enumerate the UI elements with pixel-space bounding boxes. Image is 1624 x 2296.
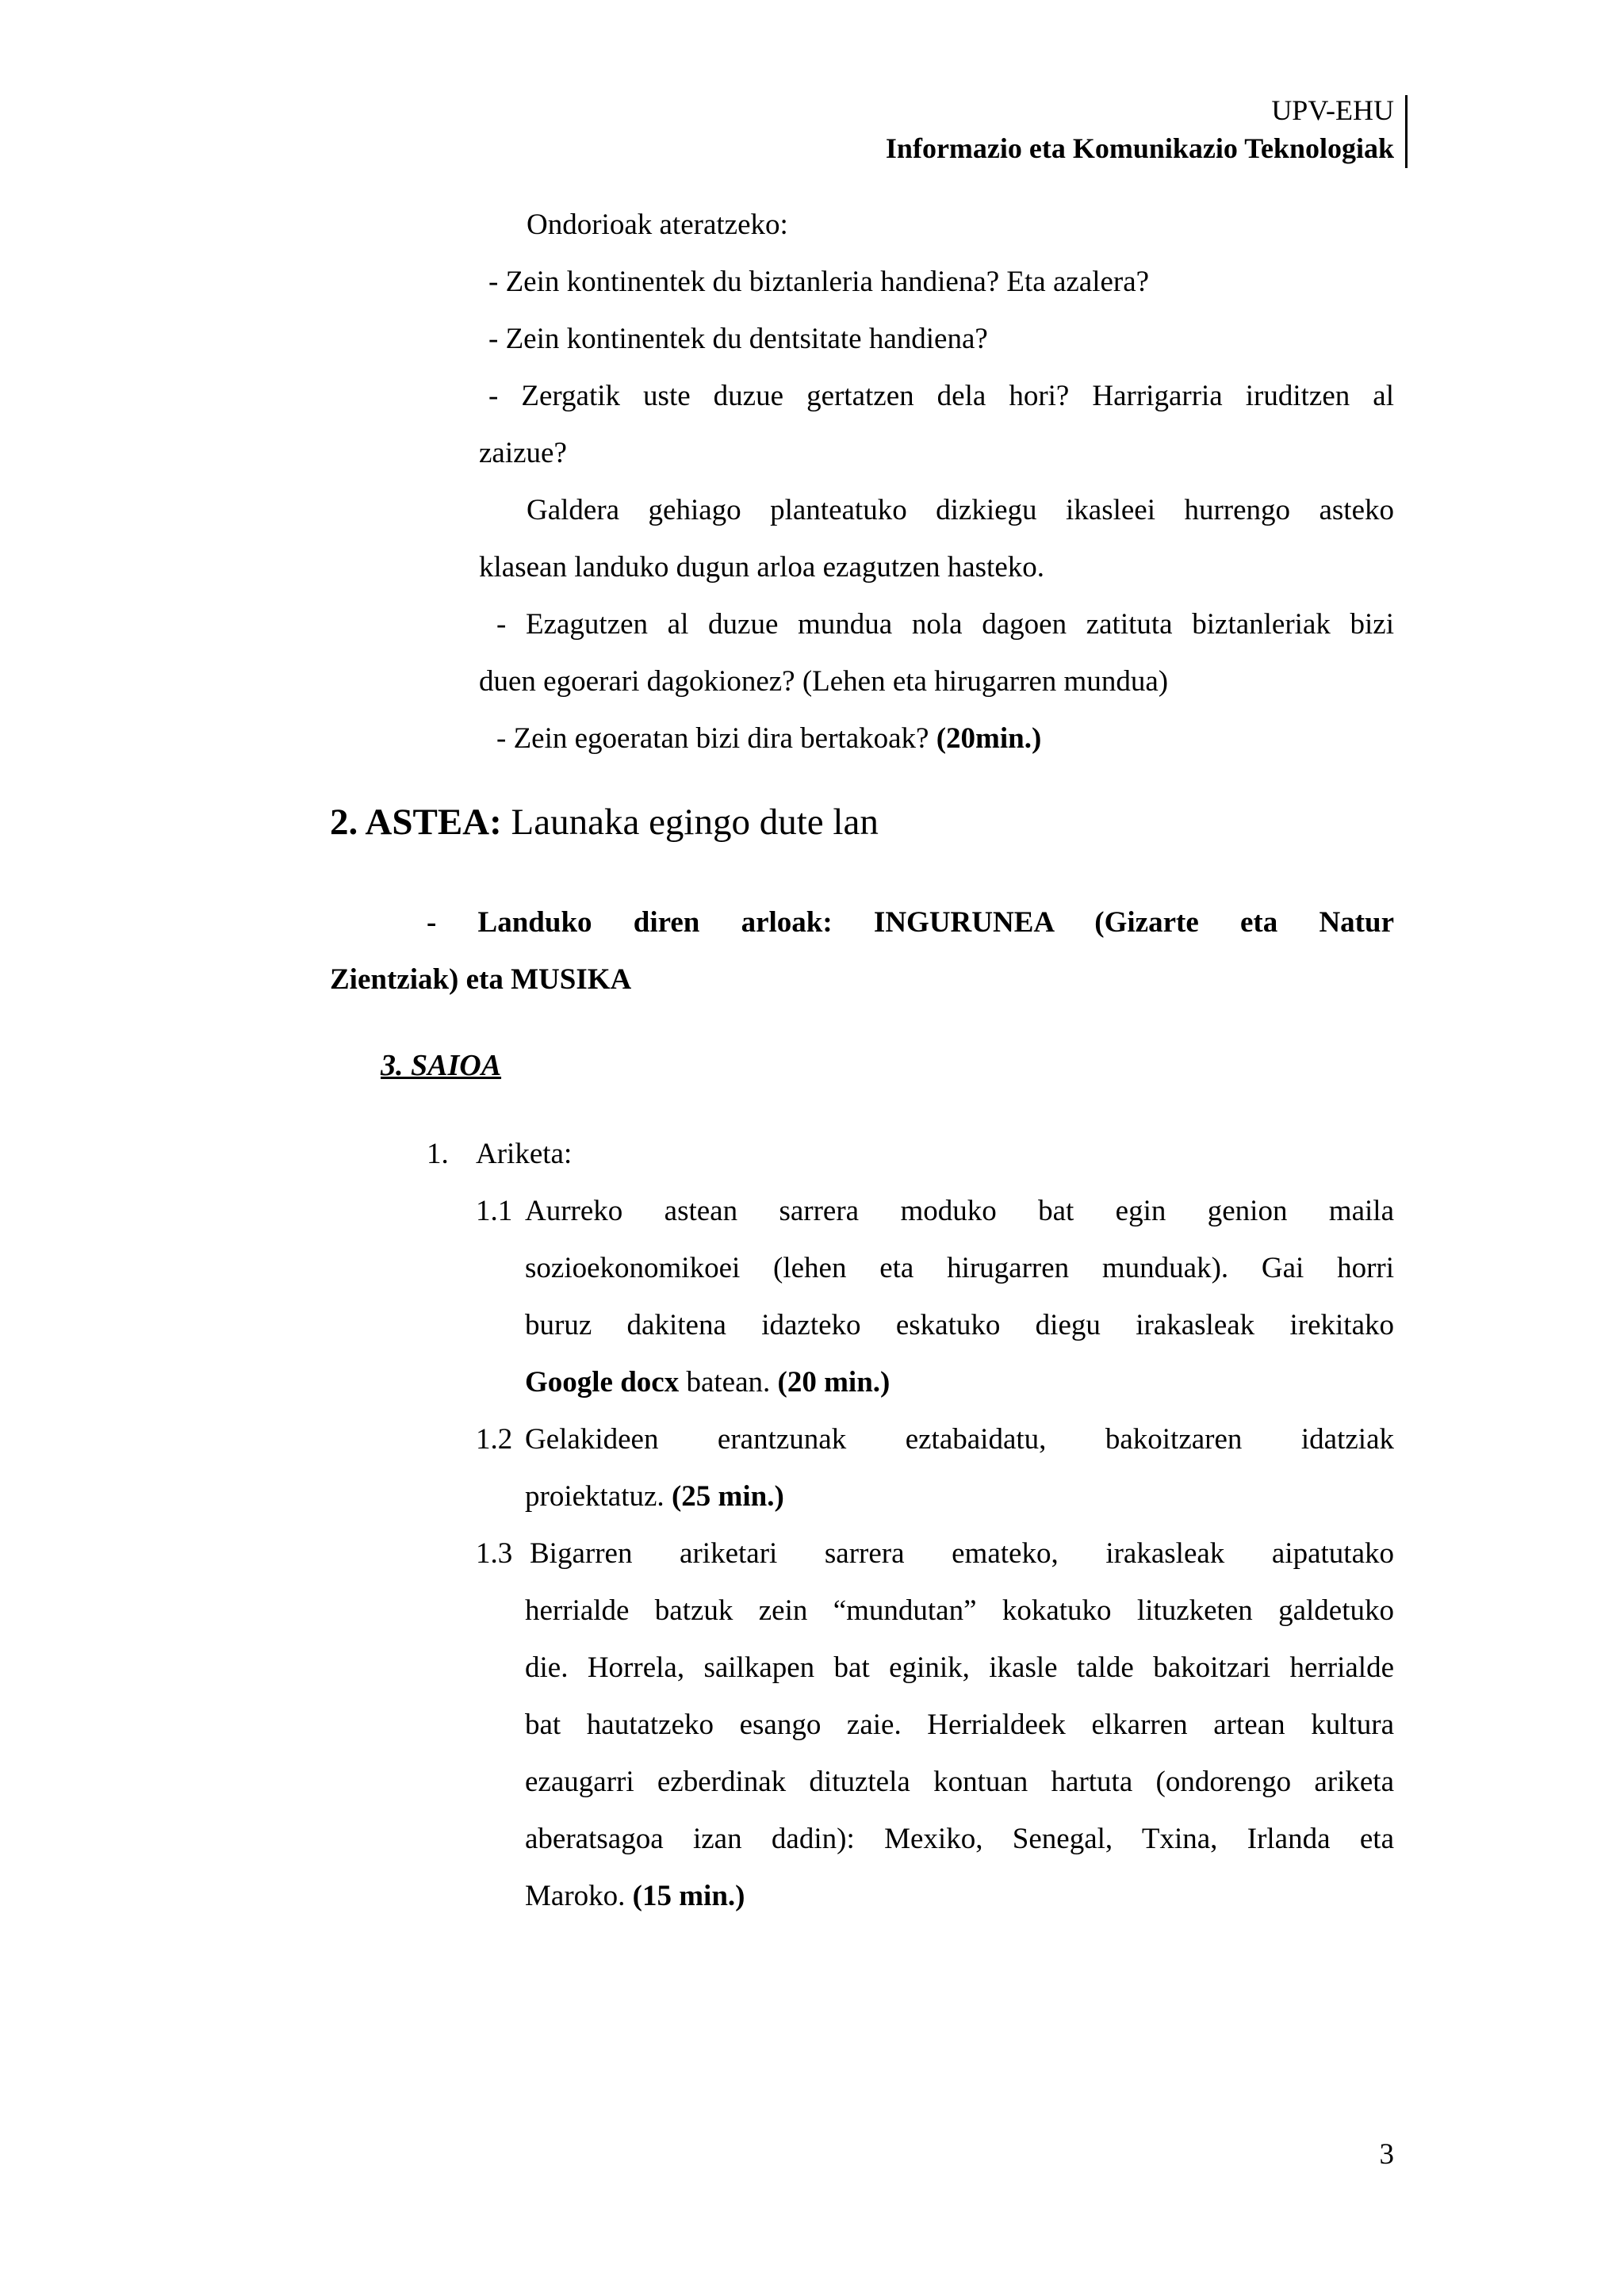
week-2-heading xyxy=(330,801,879,844)
ondorioak-label: Ondorioak ateratzeko: xyxy=(527,209,788,241)
item-1-3-line-6: aberatsagoa izan dadin): Mexiko, Senegal, Txina, Irlanda eta xyxy=(525,1823,1394,1855)
list-label-ariketa: Ariketa: xyxy=(476,1138,573,1170)
list-number-1: 1. xyxy=(427,1138,449,1170)
item-1-2-line-2 xyxy=(525,1479,784,1513)
question-3-line-1: - Zergatik uste duzue gertatzen dela hori? Harrigarria iruditzen al xyxy=(488,380,1394,412)
areas-line-2: Zientziak) eta MUSIKA xyxy=(330,963,632,996)
item-1-3-number: 1.3 xyxy=(476,1537,513,1570)
galdera-line-2: klasean landuko dugun arloa ezagutzen hasteko. xyxy=(479,551,1045,584)
item-1-1-time: (20 min.) xyxy=(777,1366,891,1399)
item-1-3-line-7 xyxy=(525,1879,745,1913)
header-divider xyxy=(1405,95,1408,168)
question-4-line-1: - Ezagutzen al duzue mundua nola dagoen zatituta biztanleriak bizi xyxy=(496,608,1394,641)
areas-line-1: - Landuko diren arloak: INGURUNEA (Gizarte eta Natur xyxy=(427,906,1394,939)
item-1-2-line-2-text: proiektatuz. xyxy=(525,1480,672,1513)
week-2-heading-text: Launaka egingo dute lan xyxy=(501,802,879,843)
week-2-heading-label: 2. ASTEA: xyxy=(330,802,502,843)
item-1-3-line-1: Bigarren ariketari sarrera emateko, irakasleak aipatutako xyxy=(530,1537,1394,1570)
question-3-line-2: zaizue? xyxy=(479,437,567,469)
question-5 xyxy=(496,721,1041,756)
page-number: 3 xyxy=(1379,2138,1394,2171)
item-1-3-line-4: bat hautatzeko esango zaie. Herrialdeek elkarren artean kultura xyxy=(525,1709,1394,1741)
item-1-3-line-7-text: Maroko. xyxy=(525,1880,633,1912)
item-1-1-line-4-text: batean. xyxy=(679,1366,778,1399)
item-1-1-line-4 xyxy=(525,1365,890,1399)
header-institution: UPV-EHU xyxy=(1271,94,1394,126)
session-3-title: 3. SAIOA xyxy=(381,1049,502,1082)
item-1-3-line-2: herrialde batzuk zein “mundutan” kokatuko lituzketen galdetuko xyxy=(525,1594,1394,1627)
item-1-2-time: (25 min.) xyxy=(671,1480,784,1513)
question-1: - Zein kontinentek du biztanleria handiena? Eta azalera? xyxy=(488,266,1150,298)
item-1-3-time: (15 min.) xyxy=(632,1880,745,1912)
question-4-line-2: duen egoerari dagokionez? (Lehen eta hirugarren mundua) xyxy=(479,665,1169,698)
item-1-1-line-3: buruz dakitena idazteko eskatuko diegu irakasleak irekitako xyxy=(525,1309,1394,1341)
item-1-3-line-5: ezaugarri ezberdinak dituztela kontuan hartuta (ondorengo ariketa xyxy=(525,1766,1394,1798)
item-1-2-line-1: Gelakideen erantzunak eztabaidatu, bakoitzaren idatziak xyxy=(525,1423,1394,1456)
item-1-1-google-docx: Google docx xyxy=(525,1366,680,1399)
question-2: - Zein kontinentek du dentsitate handiena? xyxy=(488,323,988,355)
item-1-1-number: 1.1 xyxy=(476,1195,513,1227)
question-5-time: (20min.) xyxy=(936,722,1042,755)
header-department: Informazio eta Komunikazio Teknologiak xyxy=(885,132,1394,164)
item-1-2-number: 1.2 xyxy=(476,1423,513,1456)
question-5-text: - Zein egoeratan bizi dira bertakoak? xyxy=(496,722,936,755)
item-1-3-line-3: die. Horrela, sailkapen bat eginik, ikasle talde bakoitzari herrialde xyxy=(525,1651,1394,1684)
galdera-line-1: Galdera gehiago planteatuko dizkiegu ikasleei hurrengo asteko xyxy=(527,494,1394,526)
item-1-1-line-1: Aurreko astean sarrera moduko bat egin genion maila xyxy=(525,1195,1394,1227)
item-1-1-line-2: sozioekonomikoei (lehen eta hirugarren munduak). Gai horri xyxy=(525,1252,1394,1284)
